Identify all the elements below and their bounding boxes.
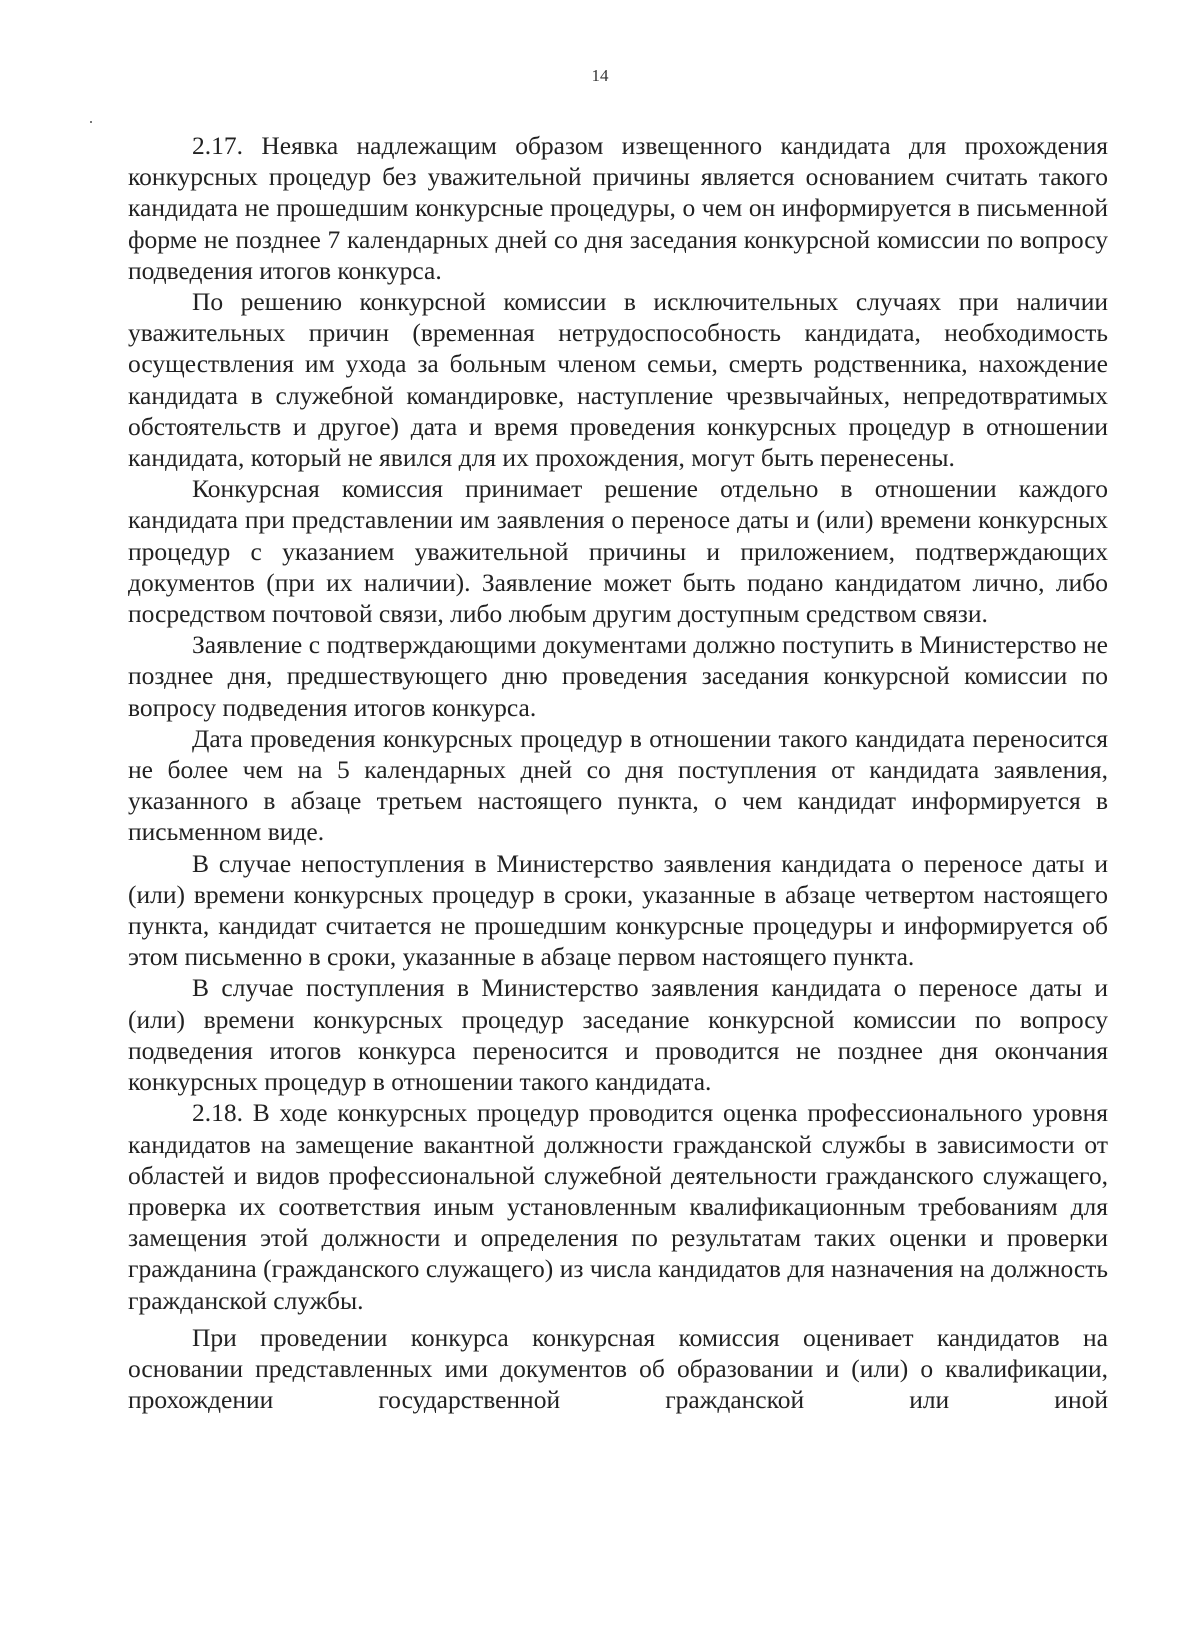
scan-artifact [90, 121, 92, 123]
page-number: 14 [591, 66, 609, 85]
document-body [128, 130, 1108, 1415]
paragraph-2-17: 2.17. Неявка надлежащим образом извещенного кандидата для прохождения конкурсных процедур без уважительной причины является основанием считать такого кандидата не прошедшим конкурсные процедуры, о чем он информируется в письменной форме не позднее 7 календарных дней со дня заседания конкурсной комиссии по вопросу подведения итогов конкурса. [128, 131, 1108, 285]
paragraph: Дата проведения конкурсных процедур в отношении такого кандидата переносится не более чем на 5 календарных дней со дня поступления от кандидата заявления, указанного в абзаце третьем настоящего пункта, о чем кандидат информируется в письменном виде. [128, 723, 1108, 847]
paragraph: По решению конкурсной комиссии в исключительных случаях при наличии уважительных причин (временная нетрудоспособность кандидата, необходимость осуществления им ухода за больным членом семьи, смерть родственника, нахождение кандидата в служебной командировке, наступление чрезвычайных, непредотвратимых обстоятельств и другое) дата и время проведения конкурсных процедур в отношении кандидата, который не явился для их прохождения, могут быть перенесены. [128, 287, 1108, 473]
paragraph: В случае непоступления в Министерство заявления кандидата о переносе даты и (или) времени конкурсных процедур в сроки, указанные в абзаце четвертом настоящего пункта, кандидат считается не прошедшим конкурсные процедуры и информируется об этом письменно в сроки, указанные в абзаце первом настоящего пункта. [128, 848, 1108, 972]
paragraph: Конкурсная комиссия принимает решение отдельно в отношении каждого кандидата при представлении им заявления о переносе даты и (или) времени конкурсных процедур с указанием уважительной причины и приложением, подтверждающих документов (при их наличии). Заявление может быть подано кандидатом лично, либо посредством почтовой связи, либо любым другим доступным средством связи. [128, 474, 1108, 629]
paragraph: Заявление с подтверждающими документами должно поступить в Министерство не позднее дня, предшествующего дню проведения заседания конкурсной комиссии по вопросу подведения итогов конкурса. [128, 630, 1108, 722]
paragraph-2-18: 2.18. В ходе конкурсных процедур проводится оценка профессионального уровня кандидатов на замещение вакантной должности гражданской службы в зависимости от областей и видов профессиональной служебной деятельности гражданского служащего, проверка их соответствия иным установленным квалификационным требованиям для замещения этой должности и определения по результатам таких оценки и проверки гражданина (гражданского служащего) из числа кандидатов для назначения на должность гражданской службы. [128, 1098, 1108, 1315]
paragraph: При проведении конкурса конкурсная комиссия оценивает кандидатов на основании представленных ими документов об образовании и (или) о квалификации, прохождении государственной гражданской или иной [128, 1322, 1108, 1415]
paragraph: В случае поступления в Министерство заявления кандидата о переносе даты и (или) времени конкурсных процедур заседание конкурсной комиссии по вопросу подведения итогов конкурса переносится и проводится не позднее дня окончания конкурсных процедур в отношении такого кандидата. [128, 973, 1108, 1097]
